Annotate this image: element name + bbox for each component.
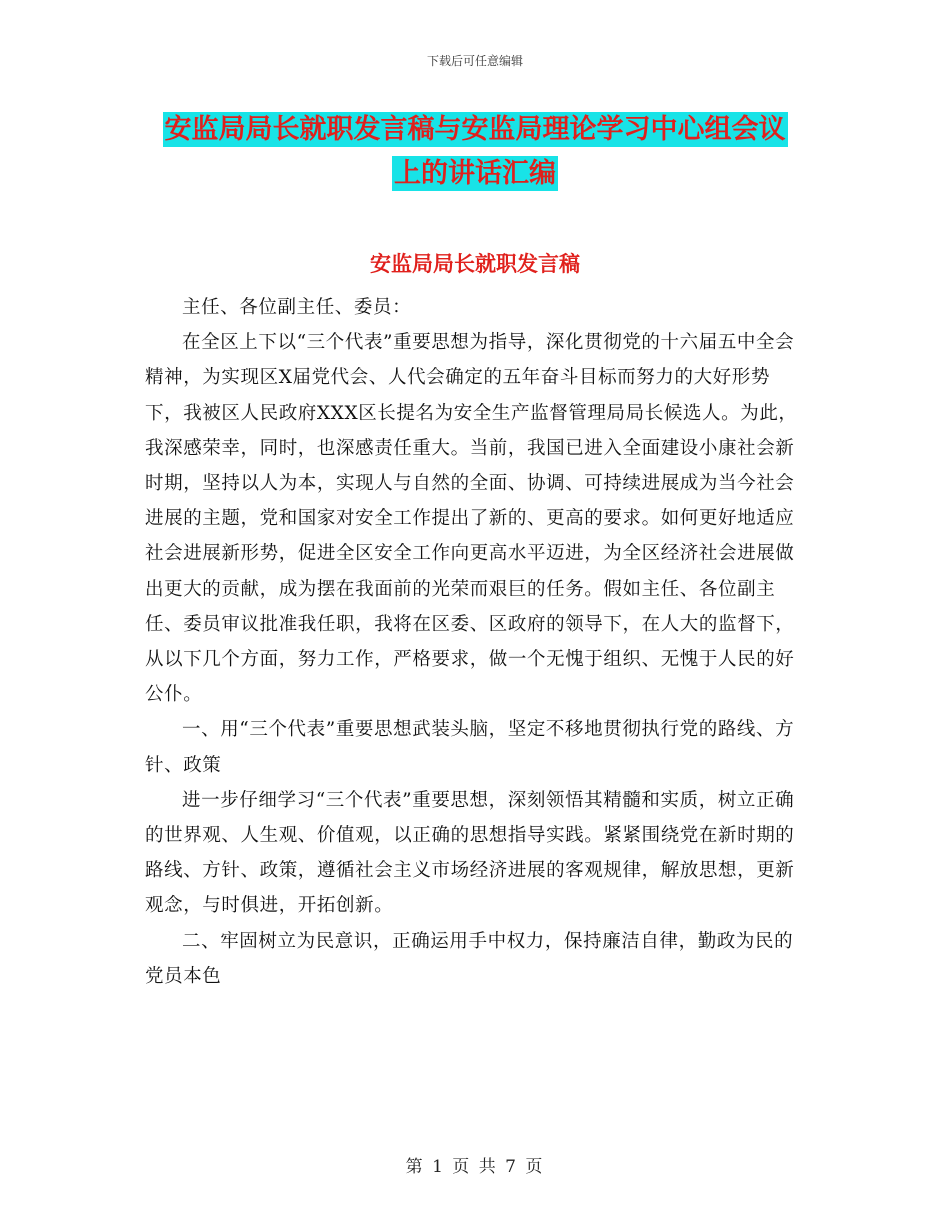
page-footer: 第 1 页 共 7 页 xyxy=(405,1157,545,1177)
document-title xyxy=(130,108,820,196)
section-title: 安监局局长就职发言稿 xyxy=(370,252,580,276)
salutation-paragraph: 主任、各位副主任、委员： xyxy=(182,297,412,318)
body-paragraph: 进一步仔细学习“三个代表”重要思想，深刻领悟其精髓和实质，树立正确的世界观、人生观、价值观，以正确的思想指导实践。紧紧围绕党在新时期的路线、方针、政策，遵循社会主义市场经济进展的客观规律，解放思想，更新观念，与时俱进，开拓创新。 xyxy=(145,789,795,917)
document-body xyxy=(145,290,805,994)
document-title-line-2: 上的讲话汇编 xyxy=(394,158,556,189)
document-title-line-1: 安监局局长就职发言稿与安监局理论学习中心组会议 xyxy=(164,114,786,145)
header-note: 下载后可任意编辑 xyxy=(426,54,523,68)
body-paragraph: 在全区上下以“三个代表”重要思想为指导，深化贯彻党的十六届五中全会精神，为实现区X届党代会、人代会确定的五年奋斗目标而努力的大好形势下，我被区人民政府XXX区长提名为安全生产监督管理局局长候选人。为此，我深感荣幸，同时，也深感责任重大。当前，我国已进入全面建设小康社会新时期，坚持以人为本，实现人与自然的全面、协调、可持续进展成为当今社会进展的主题，党和国家对安全工作提出了新的、更高的要求。如何更好地适应社会进展新形势，促进全区安全工作向更高水平迈进，为全区经济社会进展做出更大的贡献，成为摆在我面前的光荣而艰巨的任务。假如主任、各位副主任、委员审议批准我任职，我将在区委、区政府的领导下，在人大的监督下，从以下几个方面，努力工作，严格要求，做一个无愧于组织、无愧于人民的好公仆。 xyxy=(145,332,798,706)
heading-paragraph-2: 二、牢固树立为民意识，正确运用手中权力，保持廉洁自律，勤政为民的党员本色 xyxy=(145,930,794,987)
heading-paragraph-1: 一、用“三个代表”重要思想武装头脑，坚定不移地贯彻执行党的路线、方针、政策 xyxy=(145,719,795,776)
